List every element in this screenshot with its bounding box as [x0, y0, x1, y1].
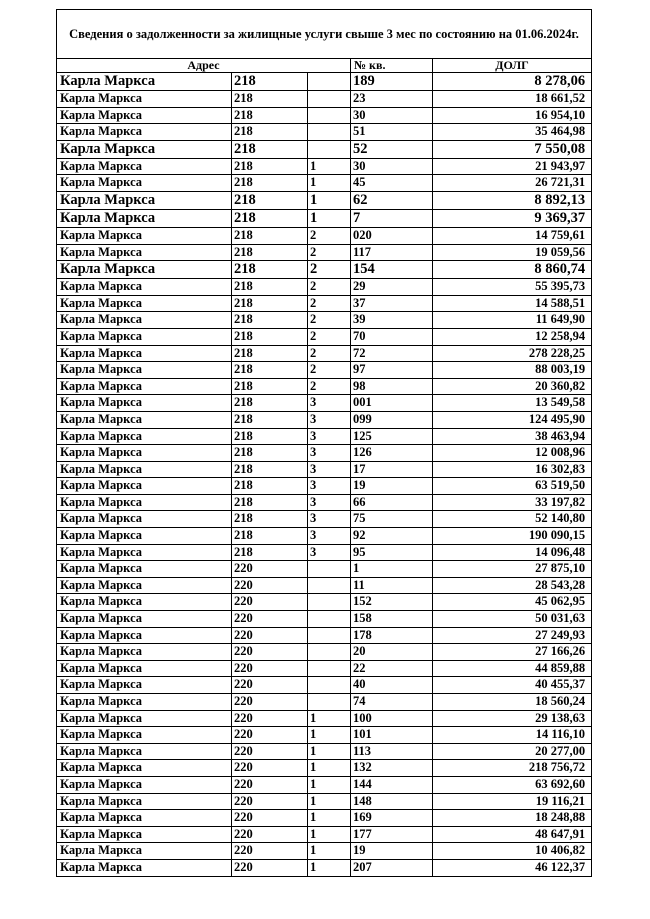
debt-cell: 28 543,28 [433, 577, 592, 594]
apartment-cell: 132 [351, 760, 433, 777]
house-cell: 218 [232, 191, 308, 209]
table-row [57, 295, 592, 312]
house-cell: 220 [232, 677, 308, 694]
debt-cell: 16 954,10 [433, 107, 592, 124]
apartment-cell: 020 [351, 227, 433, 244]
building-cell: 3 [308, 494, 351, 511]
table-row [57, 395, 592, 412]
building-cell: 1 [308, 158, 351, 175]
building-cell: 1 [308, 826, 351, 843]
apartment-cell: 23 [351, 91, 433, 108]
apartment-cell: 29 [351, 279, 433, 296]
debt-cell: 55 395,73 [433, 279, 592, 296]
house-cell: 220 [232, 760, 308, 777]
building-cell [308, 627, 351, 644]
street-cell: Карла Маркса [57, 660, 232, 677]
house-cell: 218 [232, 91, 308, 108]
building-cell [308, 124, 351, 141]
building-cell [308, 611, 351, 628]
street-cell: Карла Маркса [57, 710, 232, 727]
house-cell: 220 [232, 826, 308, 843]
apartment-cell: 154 [351, 261, 433, 279]
table-row [57, 191, 592, 209]
building-cell: 1 [308, 710, 351, 727]
street-cell: Карла Маркса [57, 378, 232, 395]
apartment-cell: 45 [351, 175, 433, 192]
street-cell: Карла Маркса [57, 124, 232, 141]
house-cell: 220 [232, 727, 308, 744]
house-cell: 218 [232, 328, 308, 345]
table-row [57, 91, 592, 108]
apartment-cell: 17 [351, 461, 433, 478]
apartment-cell: 7 [351, 209, 433, 227]
table-row [57, 158, 592, 175]
house-cell: 218 [232, 511, 308, 528]
debt-cell: 52 140,80 [433, 511, 592, 528]
house-cell: 218 [232, 73, 308, 91]
building-cell: 2 [308, 345, 351, 362]
building-cell: 3 [308, 478, 351, 495]
street-cell: Карла Маркса [57, 494, 232, 511]
house-cell: 218 [232, 461, 308, 478]
house-cell: 218 [232, 395, 308, 412]
table-row [57, 279, 592, 296]
table-row [57, 660, 592, 677]
debt-cell: 14 116,10 [433, 727, 592, 744]
building-cell: 1 [308, 760, 351, 777]
street-cell: Карла Маркса [57, 209, 232, 227]
table-row [57, 261, 592, 279]
table-row [57, 561, 592, 578]
debt-cell: 63 692,60 [433, 776, 592, 793]
house-cell: 220 [232, 793, 308, 810]
table-row [57, 411, 592, 428]
debt-cell: 8 278,06 [433, 73, 592, 91]
debt-cell: 19 116,21 [433, 793, 592, 810]
apartment-cell: 74 [351, 694, 433, 711]
table-row [57, 107, 592, 124]
apartment-cell: 20 [351, 644, 433, 661]
apartment-cell: 158 [351, 611, 433, 628]
header-row [57, 59, 592, 73]
apartment-cell: 099 [351, 411, 433, 428]
debt-cell: 14 588,51 [433, 295, 592, 312]
apartment-cell: 51 [351, 124, 433, 141]
debt-cell: 20 277,00 [433, 743, 592, 760]
table-row [57, 312, 592, 329]
table-row [57, 793, 592, 810]
debt-cell: 8 892,13 [433, 191, 592, 209]
street-cell: Карла Маркса [57, 261, 232, 279]
building-cell: 1 [308, 743, 351, 760]
house-cell: 220 [232, 561, 308, 578]
house-cell: 218 [232, 227, 308, 244]
apartment-cell: 30 [351, 107, 433, 124]
house-cell: 218 [232, 244, 308, 261]
street-cell: Карла Маркса [57, 760, 232, 777]
street-cell: Карла Маркса [57, 345, 232, 362]
apartment-cell: 22 [351, 660, 433, 677]
street-cell: Карла Маркса [57, 843, 232, 860]
building-cell [308, 561, 351, 578]
house-cell: 220 [232, 694, 308, 711]
building-cell: 3 [308, 461, 351, 478]
table-row [57, 843, 592, 860]
building-cell: 1 [308, 776, 351, 793]
building-cell: 2 [308, 312, 351, 329]
street-cell: Карла Маркса [57, 158, 232, 175]
table-row [57, 124, 592, 141]
header-apartment: № кв. [351, 59, 433, 73]
debt-cell: 10 406,82 [433, 843, 592, 860]
house-cell: 220 [232, 577, 308, 594]
street-cell: Карла Маркса [57, 694, 232, 711]
table-row [57, 810, 592, 827]
debt-cell: 18 661,52 [433, 91, 592, 108]
apartment-cell: 148 [351, 793, 433, 810]
table-row [57, 627, 592, 644]
house-cell: 218 [232, 494, 308, 511]
building-cell: 2 [308, 227, 351, 244]
building-cell: 3 [308, 445, 351, 462]
table-row [57, 594, 592, 611]
building-cell [308, 140, 351, 158]
house-cell: 218 [232, 312, 308, 329]
debt-cell: 12 008,96 [433, 445, 592, 462]
building-cell [308, 644, 351, 661]
building-cell: 3 [308, 544, 351, 561]
street-cell: Карла Маркса [57, 627, 232, 644]
apartment-cell: 97 [351, 362, 433, 379]
building-cell: 1 [308, 175, 351, 192]
debt-cell: 20 360,82 [433, 378, 592, 395]
house-cell: 218 [232, 279, 308, 296]
table-row [57, 644, 592, 661]
apartment-cell: 189 [351, 73, 433, 91]
street-cell: Карла Маркса [57, 328, 232, 345]
street-cell: Карла Маркса [57, 175, 232, 192]
debt-cell: 46 122,37 [433, 859, 592, 876]
street-cell: Карла Маркса [57, 445, 232, 462]
table-row [57, 175, 592, 192]
table-row [57, 445, 592, 462]
header-debt: ДОЛГ [433, 59, 592, 73]
street-cell: Карла Маркса [57, 644, 232, 661]
street-cell: Карла Маркса [57, 544, 232, 561]
table-row [57, 528, 592, 545]
apartment-cell: 11 [351, 577, 433, 594]
street-cell: Карла Маркса [57, 859, 232, 876]
building-cell: 2 [308, 244, 351, 261]
house-cell: 218 [232, 124, 308, 141]
street-cell: Карла Маркса [57, 295, 232, 312]
apartment-cell: 19 [351, 843, 433, 860]
building-cell [308, 594, 351, 611]
house-cell: 218 [232, 428, 308, 445]
house-cell: 220 [232, 627, 308, 644]
debt-cell: 190 090,15 [433, 528, 592, 545]
table-row [57, 544, 592, 561]
debt-cell: 19 059,56 [433, 244, 592, 261]
debt-cell: 38 463,94 [433, 428, 592, 445]
table-row [57, 776, 592, 793]
table-row [57, 461, 592, 478]
building-cell: 1 [308, 209, 351, 227]
debt-cell: 278 228,25 [433, 345, 592, 362]
table-row [57, 743, 592, 760]
debt-report-sheet [56, 9, 591, 877]
debt-cell: 21 943,97 [433, 158, 592, 175]
debt-cell: 8 860,74 [433, 261, 592, 279]
house-cell: 218 [232, 362, 308, 379]
street-cell: Карла Маркса [57, 528, 232, 545]
house-cell: 218 [232, 158, 308, 175]
debt-cell: 45 062,95 [433, 594, 592, 611]
house-cell: 220 [232, 660, 308, 677]
apartment-cell: 207 [351, 859, 433, 876]
debt-cell: 33 197,82 [433, 494, 592, 511]
apartment-cell: 19 [351, 478, 433, 495]
street-cell: Карла Маркса [57, 395, 232, 412]
house-cell: 220 [232, 743, 308, 760]
house-cell: 218 [232, 378, 308, 395]
street-cell: Карла Маркса [57, 244, 232, 261]
debt-cell: 12 258,94 [433, 328, 592, 345]
debt-cell: 13 549,58 [433, 395, 592, 412]
title-row [57, 10, 592, 59]
table-row [57, 577, 592, 594]
building-cell [308, 694, 351, 711]
table-row [57, 727, 592, 744]
building-cell: 3 [308, 395, 351, 412]
debt-cell: 18 248,88 [433, 810, 592, 827]
table-row [57, 694, 592, 711]
table-row [57, 478, 592, 495]
table-row [57, 511, 592, 528]
house-cell: 218 [232, 345, 308, 362]
house-cell: 218 [232, 107, 308, 124]
street-cell: Карла Маркса [57, 191, 232, 209]
house-cell: 218 [232, 175, 308, 192]
building-cell: 2 [308, 362, 351, 379]
debt-cell: 40 455,37 [433, 677, 592, 694]
apartment-cell: 30 [351, 158, 433, 175]
table-row [57, 362, 592, 379]
building-cell: 3 [308, 528, 351, 545]
table-row [57, 227, 592, 244]
house-cell: 218 [232, 209, 308, 227]
apartment-cell: 62 [351, 191, 433, 209]
street-cell: Карла Маркса [57, 611, 232, 628]
building-cell: 2 [308, 295, 351, 312]
table-row [57, 760, 592, 777]
house-cell: 218 [232, 411, 308, 428]
street-cell: Карла Маркса [57, 312, 232, 329]
table-row [57, 710, 592, 727]
street-cell: Карла Маркса [57, 428, 232, 445]
apartment-cell: 152 [351, 594, 433, 611]
street-cell: Карла Маркса [57, 810, 232, 827]
house-cell: 220 [232, 644, 308, 661]
debt-cell: 35 464,98 [433, 124, 592, 141]
debt-cell: 18 560,24 [433, 694, 592, 711]
house-cell: 218 [232, 261, 308, 279]
building-cell: 1 [308, 859, 351, 876]
debt-cell: 124 495,90 [433, 411, 592, 428]
street-cell: Карла Маркса [57, 677, 232, 694]
street-cell: Карла Маркса [57, 776, 232, 793]
table-row [57, 73, 592, 91]
street-cell: Карла Маркса [57, 727, 232, 744]
building-cell: 1 [308, 810, 351, 827]
apartment-cell: 178 [351, 627, 433, 644]
building-cell: 3 [308, 428, 351, 445]
street-cell: Карла Маркса [57, 107, 232, 124]
building-cell: 2 [308, 279, 351, 296]
apartment-cell: 98 [351, 378, 433, 395]
debt-cell: 63 519,50 [433, 478, 592, 495]
table-row [57, 677, 592, 694]
building-cell: 1 [308, 727, 351, 744]
street-cell: Карла Маркса [57, 826, 232, 843]
table-row [57, 140, 592, 158]
house-cell: 220 [232, 810, 308, 827]
street-cell: Карла Маркса [57, 577, 232, 594]
street-cell: Карла Маркса [57, 279, 232, 296]
debt-cell: 26 721,31 [433, 175, 592, 192]
debt-table [56, 9, 592, 877]
debt-cell: 44 859,88 [433, 660, 592, 677]
apartment-cell: 169 [351, 810, 433, 827]
debt-cell: 27 166,26 [433, 644, 592, 661]
house-cell: 218 [232, 445, 308, 462]
street-cell: Карла Маркса [57, 140, 232, 158]
street-cell: Карла Маркса [57, 511, 232, 528]
debt-cell: 11 649,90 [433, 312, 592, 329]
building-cell [308, 660, 351, 677]
apartment-cell: 177 [351, 826, 433, 843]
street-cell: Карла Маркса [57, 227, 232, 244]
debt-cell: 29 138,63 [433, 710, 592, 727]
apartment-cell: 001 [351, 395, 433, 412]
house-cell: 220 [232, 611, 308, 628]
debt-cell: 27 875,10 [433, 561, 592, 578]
street-cell: Карла Маркса [57, 743, 232, 760]
house-cell: 220 [232, 776, 308, 793]
apartment-cell: 113 [351, 743, 433, 760]
house-cell: 218 [232, 528, 308, 545]
house-cell: 218 [232, 478, 308, 495]
debt-cell: 218 756,72 [433, 760, 592, 777]
table-row [57, 328, 592, 345]
table-row [57, 859, 592, 876]
house-cell: 220 [232, 594, 308, 611]
apartment-cell: 92 [351, 528, 433, 545]
table-row [57, 345, 592, 362]
apartment-cell: 40 [351, 677, 433, 694]
building-cell [308, 91, 351, 108]
apartment-cell: 126 [351, 445, 433, 462]
building-cell [308, 107, 351, 124]
debt-cell: 88 003,19 [433, 362, 592, 379]
apartment-cell: 52 [351, 140, 433, 158]
house-cell: 218 [232, 295, 308, 312]
table-row [57, 378, 592, 395]
street-cell: Карла Маркса [57, 478, 232, 495]
debt-cell: 7 550,08 [433, 140, 592, 158]
building-cell: 2 [308, 328, 351, 345]
building-cell: 3 [308, 511, 351, 528]
debt-cell: 27 249,93 [433, 627, 592, 644]
apartment-cell: 95 [351, 544, 433, 561]
street-cell: Карла Маркса [57, 73, 232, 91]
table-row [57, 494, 592, 511]
street-cell: Карла Маркса [57, 461, 232, 478]
building-cell [308, 577, 351, 594]
table-row [57, 244, 592, 261]
header-address: Адрес [57, 59, 351, 73]
street-cell: Карла Маркса [57, 594, 232, 611]
building-cell: 1 [308, 191, 351, 209]
building-cell: 2 [308, 378, 351, 395]
apartment-cell: 144 [351, 776, 433, 793]
report-title: Сведения о задолженности за жилищные услуги свыше 3 мес по состоянию на 01.06.2024г. [57, 10, 592, 59]
house-cell: 220 [232, 710, 308, 727]
house-cell: 218 [232, 544, 308, 561]
house-cell: 220 [232, 859, 308, 876]
apartment-cell: 39 [351, 312, 433, 329]
apartment-cell: 1 [351, 561, 433, 578]
apartment-cell: 125 [351, 428, 433, 445]
debt-cell: 48 647,91 [433, 826, 592, 843]
building-cell [308, 73, 351, 91]
street-cell: Карла Маркса [57, 793, 232, 810]
apartment-cell: 72 [351, 345, 433, 362]
table-row [57, 428, 592, 445]
building-cell: 1 [308, 843, 351, 860]
building-cell: 1 [308, 793, 351, 810]
debt-cell: 50 031,63 [433, 611, 592, 628]
apartment-cell: 100 [351, 710, 433, 727]
apartment-cell: 75 [351, 511, 433, 528]
debt-cell: 14 759,61 [433, 227, 592, 244]
building-cell: 2 [308, 261, 351, 279]
house-cell: 218 [232, 140, 308, 158]
street-cell: Карла Маркса [57, 362, 232, 379]
building-cell [308, 677, 351, 694]
apartment-cell: 70 [351, 328, 433, 345]
table-row [57, 209, 592, 227]
table-row [57, 826, 592, 843]
debt-cell: 16 302,83 [433, 461, 592, 478]
debt-cell: 14 096,48 [433, 544, 592, 561]
table-row [57, 611, 592, 628]
house-cell: 220 [232, 843, 308, 860]
street-cell: Карла Маркса [57, 411, 232, 428]
apartment-cell: 37 [351, 295, 433, 312]
debt-cell: 9 369,37 [433, 209, 592, 227]
apartment-cell: 66 [351, 494, 433, 511]
apartment-cell: 101 [351, 727, 433, 744]
apartment-cell: 117 [351, 244, 433, 261]
street-cell: Карла Маркса [57, 91, 232, 108]
street-cell: Карла Маркса [57, 561, 232, 578]
building-cell: 3 [308, 411, 351, 428]
